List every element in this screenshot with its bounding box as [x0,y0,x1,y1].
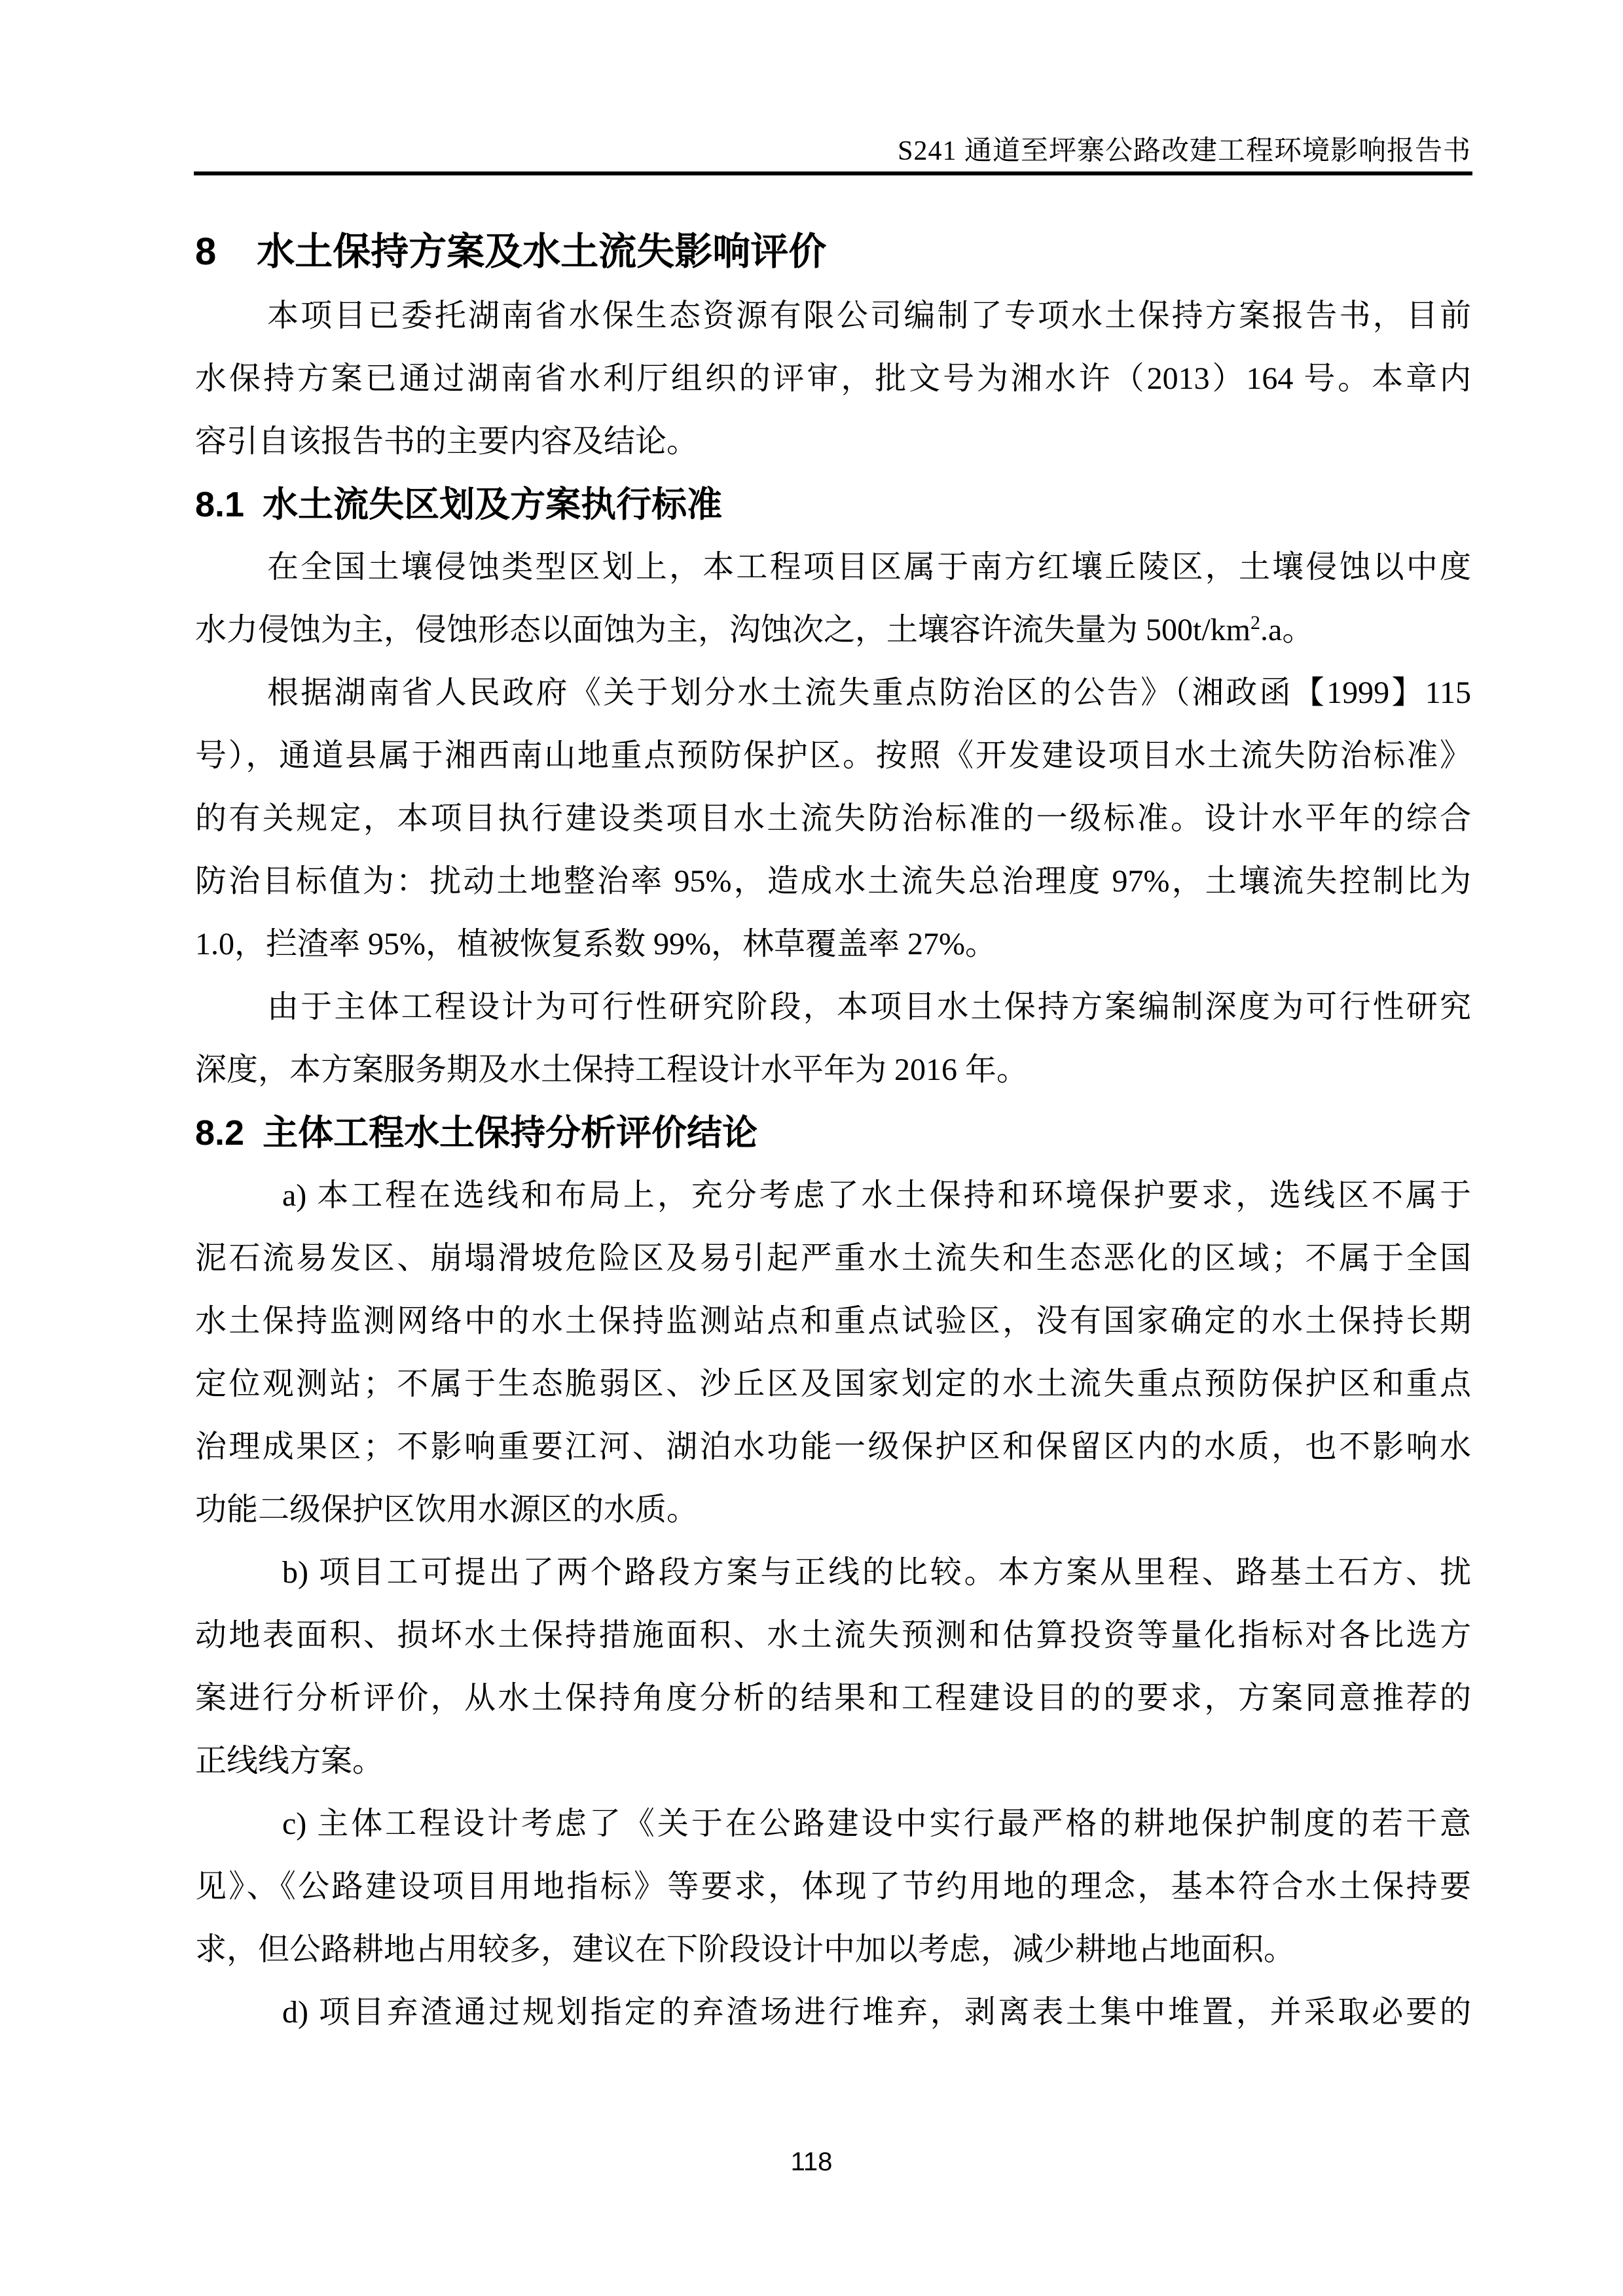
section-8-1-title: 水土流失区划及方案执行标准 [263,485,723,524]
section-8-1-number: 8.1 [195,485,245,524]
text-line: 治理成果区；不影响重要江河、湖泊水功能一级保护区和保留区内的水质，也不影响水 [195,1429,1471,1464]
section-8-2-number: 8.2 [195,1113,245,1153]
paragraph-intro [195,285,1471,473]
document-body [195,196,1471,2044]
text-segment: .a。 [1260,613,1314,647]
text-line: 号），通道县属于湘西南山地重点预防保护区。按照《开发建设项目水土流失防治标准》 [195,738,1471,773]
text-line: 1.0，拦渣率 95%，植被恢复系数 99%，林草覆盖率 27%。 [195,927,996,961]
text-line: 案进行分析评价，从水土保持角度分析的结果和工程建设目的的要求，方案同意推荐的 [195,1681,1471,1715]
text-segment: 水力侵蚀为主，侵蚀形态以面蚀为主，沟蚀次之，土壤容许流失量为 500t/km [195,613,1251,647]
text-line: 深度，本方案服务期及水土保持工程设计水平年为 2016 年。 [195,1052,1029,1087]
text-line: 正线线方案。 [195,1744,384,1778]
paragraph-item-d [195,1981,1471,2044]
section-8-number: 8 [195,230,217,273]
text-line: d) 项目弃渣通过规划指定的弃渣场进行堆弃，剥离表土集中堆置，并采取必要的 [282,1995,1471,2030]
paragraph-design-year [195,976,1471,1102]
text-line: 容引自该报告书的主要内容及结论。 [195,424,699,459]
paragraph-erosion-zone [195,536,1471,662]
section-8-2-heading [195,1102,1471,1164]
text-line: 水保持方案已通过湖南省水利厅组织的评审，批文号为湘水许（2013）164 号。本章内 [195,361,1471,396]
section-8-2-title: 主体工程水土保持分析评价结论 [263,1113,758,1153]
text-line: 见》、《公路建设项目用地指标》等要求，体现了节约用地的理念，基本符合水土保持要 [195,1869,1471,1904]
section-8-title: 水土保持方案及水土流失影响评价 [257,230,827,273]
text-line: c) 主体工程设计考虑了《关于在公路建设中实行最严格的耕地保护制度的若干意 [282,1806,1471,1841]
paragraph-item-c [195,1793,1471,1981]
text-line: 防治目标值为：扰动土地整治率 95%，造成水土流失总治理度 97%，土壤流失控制比为 [195,864,1471,899]
paragraph-item-a [195,1164,1471,1541]
paragraph-standards [195,662,1471,976]
text-line: 求，但公路耕地占用较多，建议在下阶段设计中加以考虑，减少耕地占地面积。 [195,1932,1296,1967]
page-header-title: S241 通道至坪寨公路改建工程环境影响报告书 [898,136,1471,166]
text-line [195,599,1471,662]
text-line: 在全国土壤侵蚀类型区划上，本工程项目区属于南方红壤丘陵区，土壤侵蚀以中度 [267,550,1471,584]
header-divider [194,171,1472,175]
text-line: 本项目已委托湖南省水保生态资源有限公司编制了专项水土保持方案报告书，目前 [267,298,1471,333]
text-line: 由于主体工程设计为可行性研究阶段，本项目水土保持方案编制深度为可行性研究 [267,990,1471,1024]
text-line: 功能二级保护区饮用水源区的水质。 [195,1492,699,1527]
text-line: 的有关规定，本项目执行建设类项目水土流失防治标准的一级标准。设计水平年的综合 [195,801,1471,836]
text-line: a) 本工程在选线和布局上，充分考虑了水土保持和环境保护要求，选线区不属于 [282,1178,1471,1213]
section-8-1-heading [195,473,1471,536]
text-line: 水土保持监测网络中的水土保持监测站点和重点试验区，没有国家确定的水土保持长期 [195,1304,1471,1338]
superscript: 2 [1250,612,1261,634]
text-line: 定位观测站；不属于生态脆弱区、沙丘区及国家划定的水土流失重点预防保护区和重点 [195,1367,1471,1401]
text-line: 泥石流易发区、崩塌滑坡危险区及易引起严重水土流失和生态恶化的区域；不属于全国 [195,1241,1471,1276]
paragraph-item-b [195,1541,1471,1793]
page-number: 118 [790,2147,833,2176]
section-8-heading [195,219,1471,285]
text-line: 动地表面积、损坏水土保持措施面积、水土流失预测和估算投资等量化指标对各比选方 [195,1618,1471,1653]
text-line: b) 项目工可提出了两个路段方案与正线的比较。本方案从里程、路基土石方、扰 [282,1555,1471,1590]
text-line: 根据湖南省人民政府《关于划分水土流失重点防治区的公告》（湘政函【1999】115 [267,675,1471,710]
